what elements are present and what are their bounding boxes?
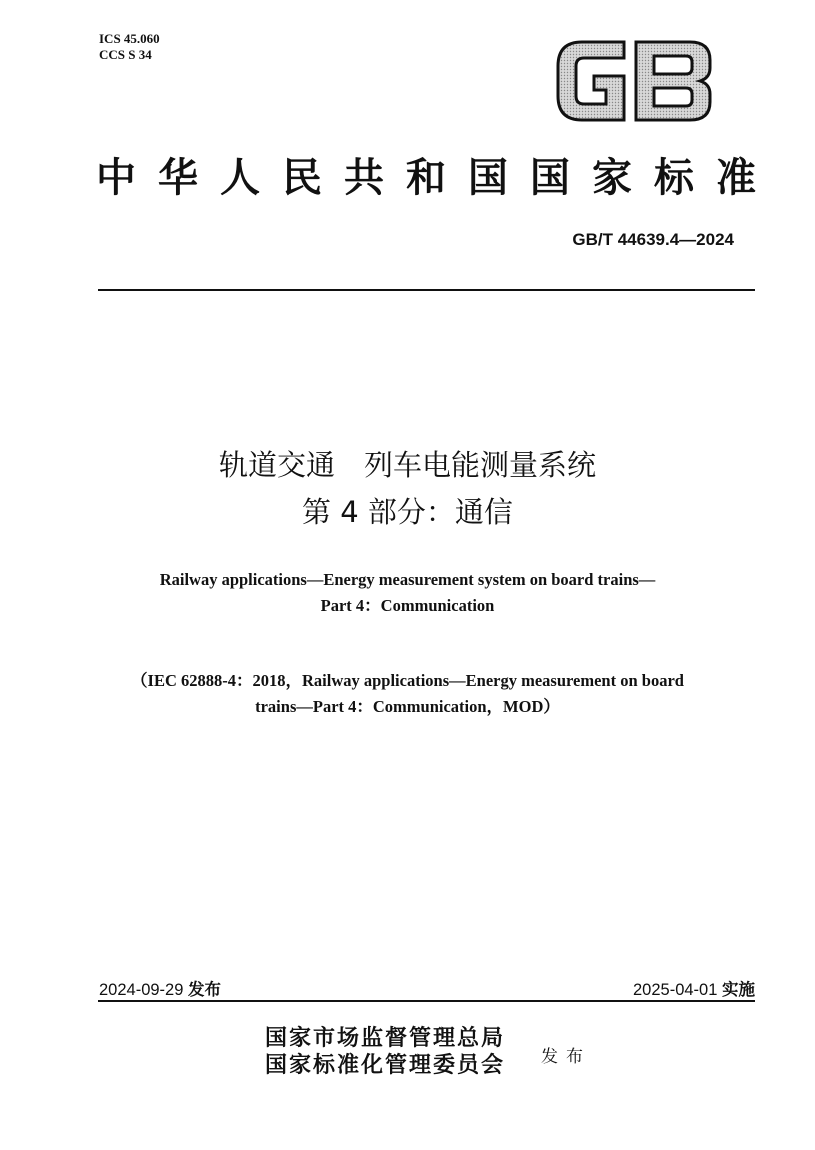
publish-date — [99, 976, 221, 1000]
title-char: 标 — [654, 155, 694, 201]
implement-date-label: 实施 — [722, 980, 755, 999]
title-char: 家 — [592, 155, 632, 201]
issue-verb: 发布 — [541, 1047, 591, 1067]
title-char: 华 — [158, 155, 198, 201]
title-char: 人 — [220, 155, 260, 201]
issuer-1: 国家市场监督管理总局 — [265, 1025, 506, 1051]
publish-date-label: 发布 — [188, 980, 221, 999]
title-char: 国 — [468, 155, 508, 201]
standard-number: GB/T 44639.4—2024 — [572, 230, 734, 249]
bottom-divider — [98, 1000, 755, 1002]
english-title-line-2: Part 4：Communication — [320, 596, 495, 615]
national-standard-title — [96, 150, 756, 206]
chinese-title-line-1: 轨道交通 列车电能测量系统 — [218, 448, 596, 482]
implement-date — [633, 976, 755, 1000]
publish-date-value: 2024-09-29 — [99, 981, 184, 999]
ccs-code: CCS S 34 — [99, 47, 152, 62]
title-char: 共 — [344, 155, 384, 201]
implement-date-value: 2025-04-01 — [633, 981, 718, 999]
iec-reference-line-2: trains—Part 4：Communication，MOD） — [255, 697, 560, 716]
issuing-authorities — [265, 1025, 505, 1079]
classification-codes — [99, 31, 160, 63]
issuer-2: 国家标准化管理委员会 — [265, 1052, 506, 1078]
title-char: 中 — [96, 155, 136, 201]
gb-logo — [554, 38, 714, 124]
title-char: 和 — [406, 155, 446, 201]
chinese-title-line-2: 第 4 部分：通信 — [302, 495, 513, 529]
ics-code: ICS 45.060 — [99, 31, 160, 46]
title-char: 准 — [716, 155, 756, 201]
iec-reference-line-1: （IEC 62888-4：2018，Railway applications—Energy measurement on board — [131, 671, 684, 690]
title-char: 国 — [530, 155, 570, 201]
title-char: 民 — [282, 155, 322, 201]
top-divider — [98, 289, 755, 291]
english-title-line-1: Railway applications—Energy measurement system on board trains— — [159, 570, 656, 589]
